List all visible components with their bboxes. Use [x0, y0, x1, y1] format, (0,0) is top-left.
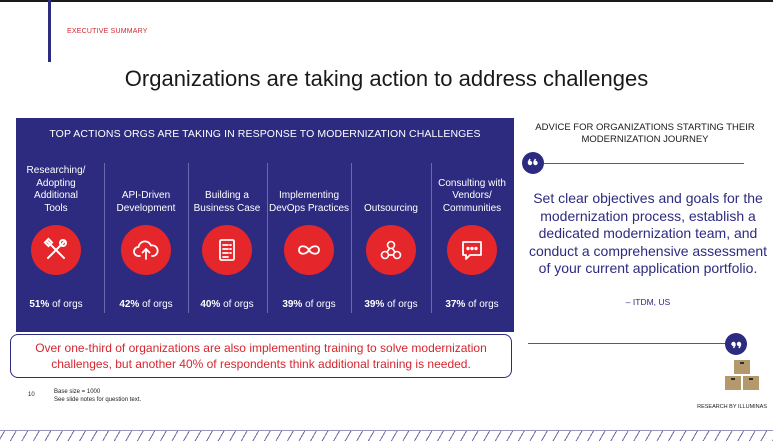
tools-icon — [31, 225, 81, 275]
action-percent: 37% — [445, 299, 466, 310]
action-label: Building a Business Case — [193, 190, 261, 214]
quote-attribution: – ITDM, US — [625, 297, 671, 307]
action-stat-suffix: of orgs — [139, 299, 173, 310]
action-stat-suffix: of orgs — [384, 299, 418, 310]
footnote-base-size: Base size = 1000 — [54, 389, 101, 395]
action-stat-suffix: of orgs — [220, 299, 254, 310]
footnote — [54, 388, 141, 404]
page-number: 10 — [28, 392, 35, 398]
panel-title: TOP ACTIONS ORGS ARE TAKING IN RESPONSE TO MODERNIZATION CHALLENGES — [49, 128, 481, 140]
action-stat-suffix: of orgs — [465, 299, 499, 310]
action-stat-suffix: of orgs — [49, 299, 83, 310]
quote-close-icon — [725, 333, 747, 355]
action-stat — [106, 299, 186, 310]
footnote-notes: See slide notes for question text. — [54, 397, 142, 403]
cloud-upload-icon — [121, 225, 171, 275]
action-stat — [432, 299, 512, 310]
action-label: Consulting with Vendors/ Communities — [438, 177, 506, 214]
action-percent: 51% — [29, 299, 50, 310]
action-label: Implementing DevOps Practices — [268, 190, 350, 214]
action-column — [106, 158, 186, 323]
quote-rule-top — [544, 163, 744, 164]
callout-text: Over one-third of organizations are also implementing training to solve modernization challenges, but another 40% of respondents think additional training is needed. — [35, 341, 487, 371]
advice-heading: ADVICE FOR ORGANIZATIONS STARTING THEIR MODERNIZATION JOURNEY — [535, 122, 755, 145]
action-column — [268, 158, 350, 323]
brand-label: RESEARCH BY ILLUMINAS — [697, 404, 767, 410]
chat-bubble-icon — [447, 225, 497, 275]
document-list-icon — [202, 225, 252, 275]
advice-quote: Set clear objectives and goals for the modernization process, establish a dedicated modernization team, and conduct a comprehensive assessment of your current application portfolio. — [528, 190, 768, 276]
action-stat — [189, 299, 265, 310]
boxes-logo-icon — [724, 360, 760, 400]
action-column — [432, 158, 512, 323]
action-stat-suffix: of orgs — [302, 299, 336, 310]
action-column — [352, 158, 430, 323]
action-label: Outsourcing — [364, 202, 418, 214]
action-percent: 39% — [364, 299, 385, 310]
action-percent: 42% — [119, 299, 140, 310]
top-rule — [0, 0, 773, 2]
action-percent: 40% — [200, 299, 221, 310]
slide-title: Organizations are taking action to address challenges — [124, 66, 649, 91]
action-column — [22, 158, 90, 323]
actions-panel — [16, 118, 514, 332]
accent-bar — [48, 0, 51, 62]
people-network-icon — [366, 225, 416, 275]
action-stat — [22, 299, 90, 310]
column-divider — [104, 163, 105, 313]
action-stat — [268, 299, 350, 310]
training-callout — [10, 334, 512, 378]
action-label: Researching/ Adopting Additional Tools — [26, 165, 86, 214]
section-label: EXECUTIVE SUMMARY — [67, 28, 148, 35]
action-column — [189, 158, 265, 323]
quote-rule-bottom — [528, 343, 728, 344]
action-percent: 39% — [282, 299, 303, 310]
footer-hatch — [0, 431, 773, 441]
action-label: API-Driven Development — [116, 190, 176, 214]
action-stat — [352, 299, 430, 310]
quote-open-icon — [522, 152, 544, 174]
infinity-icon — [284, 225, 334, 275]
